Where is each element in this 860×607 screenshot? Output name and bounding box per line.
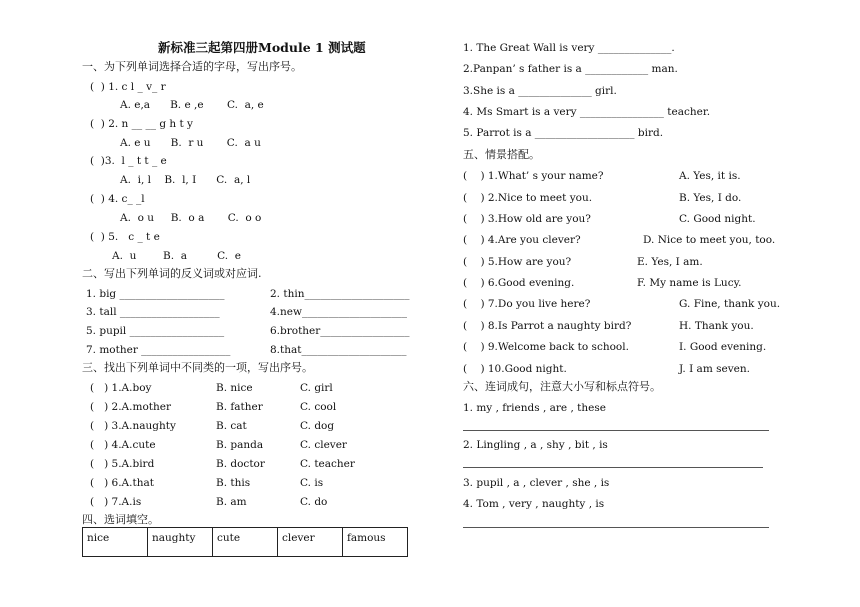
s4-sentence-4: 4. Ms Smart is a very ________________ teacher. — [463, 106, 711, 118]
s1-options-1: A. e,a B. e ,e C. a, e — [120, 99, 264, 111]
s1-question-3: ( )3. l _ t t _ e — [90, 155, 167, 167]
word-bank-cell: famous — [343, 528, 408, 557]
s5-answer-i: I. Good evening. — [679, 341, 767, 353]
s5-question-7: ( ) 7.Do you live here? — [463, 298, 591, 310]
s3-row-5-b: B. doctor — [216, 458, 265, 470]
s2-item-2: 2. thin____________________ — [270, 288, 410, 300]
word-bank-cell: clever — [278, 528, 343, 557]
s5-answer-f: F. My name is Lucy. — [637, 277, 742, 289]
s5-answer-b: B. Yes, I do. — [679, 192, 742, 204]
s5-answer-h: H. Thank you. — [679, 320, 754, 332]
s5-question-2: ( ) 2.Nice to meet you. — [463, 192, 593, 204]
s6-item-1: 1. my , friends , are , these — [463, 402, 606, 414]
s3-row-6-b: B. this — [216, 477, 251, 489]
s5-answer-d: D. Nice to meet you, too. — [643, 234, 776, 246]
s3-row-3-c: C. dog — [300, 420, 335, 432]
s3-row-5-c: C. teacher — [300, 458, 355, 470]
s4-sentence-3: 3.She is a ______________ girl. — [463, 85, 617, 97]
s3-row-6-a: ( ) 6.A.that — [90, 477, 154, 489]
s4-sentence-1: 1. The Great Wall is very ______________. — [463, 42, 675, 54]
word-bank-cell: cute — [213, 528, 278, 557]
answer-line — [463, 467, 763, 468]
section-2-heading: 二、写出下列单词的反义词或对应词. — [82, 267, 262, 280]
s5-answer-j: J. I am seven. — [679, 363, 750, 375]
s2-item-3: 3. tall ___________________ — [86, 306, 220, 318]
s4-sentence-5: 5. Parrot is a ___________________ bird. — [463, 127, 664, 139]
s5-question-8: ( ) 8.Is Parrot a naughty bird? — [463, 320, 632, 332]
s6-item-2: 2. Lingling , a , shy , bit , is — [463, 439, 608, 451]
s5-answer-c: C. Good night. — [679, 213, 756, 225]
s2-item-6: 6.brother_________________ — [270, 325, 410, 337]
s2-item-8: 8.that____________________ — [270, 344, 407, 356]
s3-row-7-b: B. am — [216, 496, 247, 508]
section-4-heading: 四、选词填空。 — [82, 513, 159, 526]
s3-row-1-a: ( ) 1.A.boy — [90, 382, 152, 394]
section-3-heading: 三、找出下列单词中不同类的一项，写出序号。 — [82, 361, 313, 374]
s5-question-5: ( ) 5.How are you? — [463, 256, 572, 268]
s5-question-4: ( ) 4.Are you clever? — [463, 234, 581, 246]
word-bank-cell: naughty — [148, 528, 213, 557]
s3-row-4-b: B. panda — [216, 439, 264, 451]
s1-options-3: A. i, l B. l, I C. a, l — [120, 174, 251, 186]
s2-item-5: 5. pupil __________________ — [86, 325, 225, 337]
s5-answer-e: E. Yes, I am. — [637, 256, 703, 268]
s2-item-7: 7. mother _________________ — [86, 344, 231, 356]
s2-item-4: 4.new____________________ — [270, 306, 407, 318]
s5-question-9: ( ) 9.Welcome back to school. — [463, 341, 629, 353]
s3-row-2-c: C. cool — [300, 401, 337, 413]
s3-row-3-b: B. cat — [216, 420, 247, 432]
s1-options-4: A. o u B. o a C. o o — [120, 212, 262, 224]
s3-row-2-a: ( ) 2.A.mother — [90, 401, 171, 413]
section-5-heading: 五、情景搭配。 — [463, 148, 540, 161]
s3-row-7-c: C. do — [300, 496, 328, 508]
s5-answer-g: G. Fine, thank you. — [679, 298, 781, 310]
s3-row-6-c: C. is — [300, 477, 324, 489]
s3-row-4-a: ( ) 4.A.cute — [90, 439, 156, 451]
word-bank-cell: nice — [83, 528, 148, 557]
s1-question-2: ( ) 2. n __ __ g h t y — [90, 118, 193, 130]
s3-row-5-a: ( ) 5.A.bird — [90, 458, 155, 470]
s3-row-1-c: C. girl — [300, 382, 333, 394]
s1-question-5: ( ) 5. c _ t e — [90, 231, 160, 243]
s3-row-4-c: C. clever — [300, 439, 347, 451]
s5-answer-a: A. Yes, it is. — [679, 170, 741, 182]
answer-line — [463, 430, 769, 431]
page-title: 新标准三起第四册Module 1 测试题 — [158, 40, 366, 55]
s1-question-1: ( ) 1. c l _ v_ r — [90, 81, 166, 93]
s6-item-3: 3. pupil , a , clever , she , is — [463, 477, 610, 489]
s5-question-10: ( ) 10.Good night. — [463, 363, 567, 375]
s1-options-5: A. u B. a C. e — [112, 250, 241, 262]
s3-row-1-b: B. nice — [216, 382, 253, 394]
s2-item-1: 1. big ____________________ — [86, 288, 225, 300]
section-6-heading: 六、连词成句，注意大小写和标点符号。 — [463, 380, 661, 393]
s5-question-3: ( ) 3.How old are you? — [463, 213, 591, 225]
answer-line — [463, 527, 769, 528]
s3-row-3-a: ( ) 3.A.naughty — [90, 420, 176, 432]
section-1-heading: 一、为下列单词选择合适的字母，写出序号。 — [82, 60, 302, 73]
s6-item-4: 4. Tom , very , naughty , is — [463, 498, 605, 510]
s4-sentence-2: 2.Panpan’ s father is a ____________ man. — [463, 63, 678, 75]
s1-options-2: A. e u B. r u C. a u — [120, 137, 261, 149]
s1-question-4: ( ) 4. c_ _l — [90, 193, 145, 205]
s3-row-2-b: B. father — [216, 401, 263, 413]
s5-question-1: ( ) 1.What’ s your name? — [463, 170, 604, 182]
word-bank-table — [82, 527, 408, 557]
s5-question-6: ( ) 6.Good evening. — [463, 277, 575, 289]
s3-row-7-a: ( ) 7.A.is — [90, 496, 142, 508]
